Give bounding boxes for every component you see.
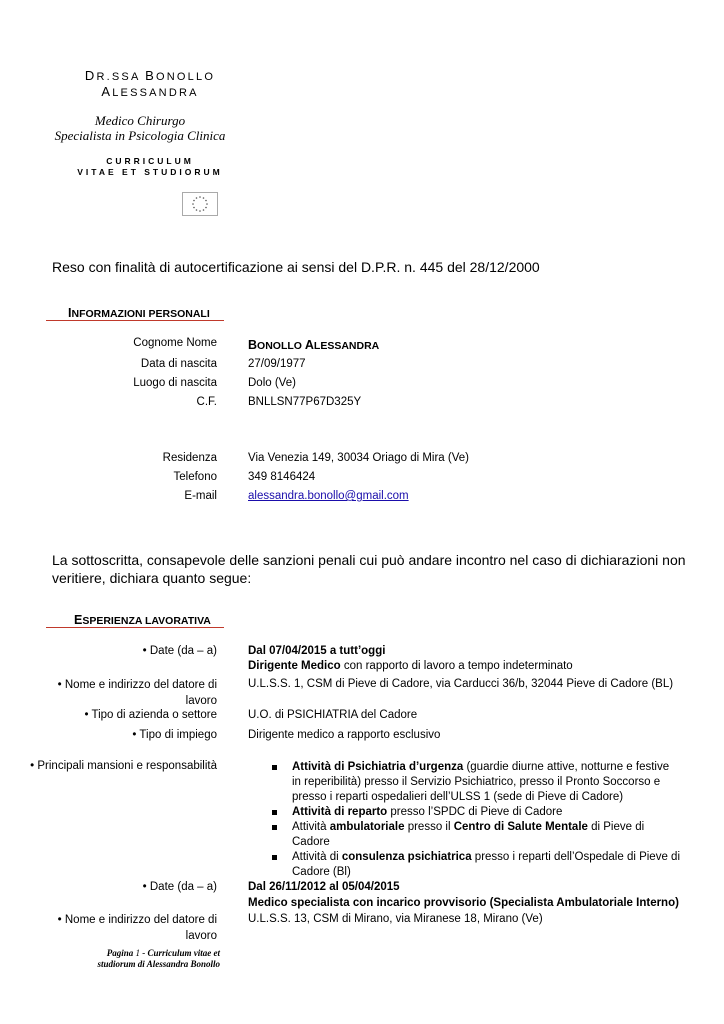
eu-flag-icon — [182, 192, 218, 216]
label-job1-employer: • Nome e indirizzo del datore di lavoro — [57, 679, 217, 707]
label-email: E-mail — [184, 490, 217, 502]
value-job1-role: Dirigente Medico con rapporto di lavoro a tempo indeterminato — [248, 660, 573, 672]
doctor-name-line2: ALESSANDRA — [101, 84, 199, 99]
value-job1-type: Dirigente medico a rapporto esclusivo — [248, 729, 441, 741]
declaration-line1: La sottoscritta, consapevole delle sanzioni penali cui può andare incontro nel caso di dichiarazioni non — [52, 552, 686, 568]
autocertification-statement: Reso con finalità di autocertificazione ai sensi del D.P.R. n. 445 del 28/12/2000 — [52, 259, 540, 275]
value-job1-date: Dal 07/04/2015 a tutt’oggi — [248, 645, 386, 657]
label-residenza: Residenza — [162, 452, 217, 464]
bullet-icon — [272, 825, 277, 830]
value-job1-employer: U.L.S.S. 1, CSM di Pieve di Cadore, via Carducci 36/b, 32044 Pieve di Cadore (BL) — [248, 678, 674, 690]
footer-line1: Pagina 1 - Curriculum vitae et — [106, 948, 220, 958]
label-data-nascita: Data di nascita — [140, 358, 217, 370]
section-heading-personal-info: INFORMAZIONI PERSONALI — [68, 306, 210, 320]
bullet-icon — [272, 855, 277, 860]
section-divider — [46, 320, 224, 321]
list-item: Attività ambulatoriale presso il Centro di Salute Mentale di Pieve di Cadore — [270, 820, 680, 850]
doctor-name-line1: DR.SSA BONOLLO — [84, 68, 216, 83]
list-item: Attività di consulenza psichiatrica presso i reparti dell’Ospedale di Pieve di Cadore (Bl) — [270, 850, 680, 880]
label-job1-duties: • Principali mansioni e responsabilità — [30, 760, 217, 772]
value-job1-sector: U.O. di PSICHIATRIA del Cadore — [248, 709, 418, 721]
bullet-icon — [272, 765, 277, 770]
job1-duties-list — [270, 760, 680, 880]
section-heading-work-experience: ESPERIENZA LAVORATIVA — [74, 613, 211, 627]
cv-title-line2: VITAE ET STUDIORUM — [77, 167, 223, 177]
role-medico-chirurgo: Medico Chirurgo — [94, 113, 186, 128]
label-cognome-nome: Cognome Nome — [133, 337, 217, 349]
email-link[interactable]: alessandra.bonollo@gmail.com — [248, 490, 409, 502]
label-codice-fiscale: C.F. — [196, 396, 217, 408]
page-footer — [60, 948, 220, 970]
bullet-icon — [272, 810, 277, 815]
list-item: Attività di Psichiatria d’urgenza (guardie diurne attive, notturne e festive in reperibilità) presso il Servizio Psichiatrico, presso il Pronto Soccorso e presso i reparti ospedalieri dell’ULSS 1 (sede di Pieve di Cadore) — [270, 760, 680, 805]
role-specialista: Specialista in Psicologia Clinica — [54, 128, 226, 143]
value-telefono: 349 8146424 — [248, 471, 316, 483]
label-luogo-nascita: Luogo di nascita — [133, 377, 217, 389]
value-codice-fiscale: BNLLSN77P67D325Y — [248, 396, 362, 408]
value-job2-role: Medico specialista con incarico provvisorio (Specialista Ambulatoriale Interno) — [248, 897, 679, 909]
label-telefono: Telefono — [173, 471, 217, 483]
value-cognome-nome: BONOLLO ALESSANDRA — [248, 338, 380, 352]
section-divider — [46, 627, 224, 628]
label-job1-date: • Date (da – a) — [142, 645, 217, 657]
label-job1-type: • Tipo di impiego — [132, 729, 217, 741]
label-job2-date: • Date (da – a) — [142, 881, 217, 893]
value-luogo-nascita: Dolo (Ve) — [248, 377, 296, 389]
value-job2-date: Dal 26/11/2012 al 05/04/2015 — [248, 881, 400, 893]
label-job2-employer: • Nome e indirizzo del datore di lavoro — [57, 914, 217, 942]
value-data-nascita: 27/09/1977 — [248, 358, 306, 370]
value-residenza: Via Venezia 149, 30034 Oriago di Mira (Ve) — [248, 452, 469, 464]
label-job1-sector: • Tipo di azienda o settore — [84, 709, 217, 721]
footer-line2: studiorum di Alessandra Bonollo — [97, 959, 220, 969]
declaration-line2: veritiere, dichiara quanto segue: — [52, 570, 252, 586]
list-item: Attività di reparto presso l’SPDC di Pieve di Cadore — [270, 805, 680, 820]
cv-title-line1: CURRICULUM — [106, 156, 194, 166]
value-job2-employer: U.L.S.S. 13, CSM di Mirano, via Miranese 18, Mirano (Ve) — [248, 913, 543, 925]
